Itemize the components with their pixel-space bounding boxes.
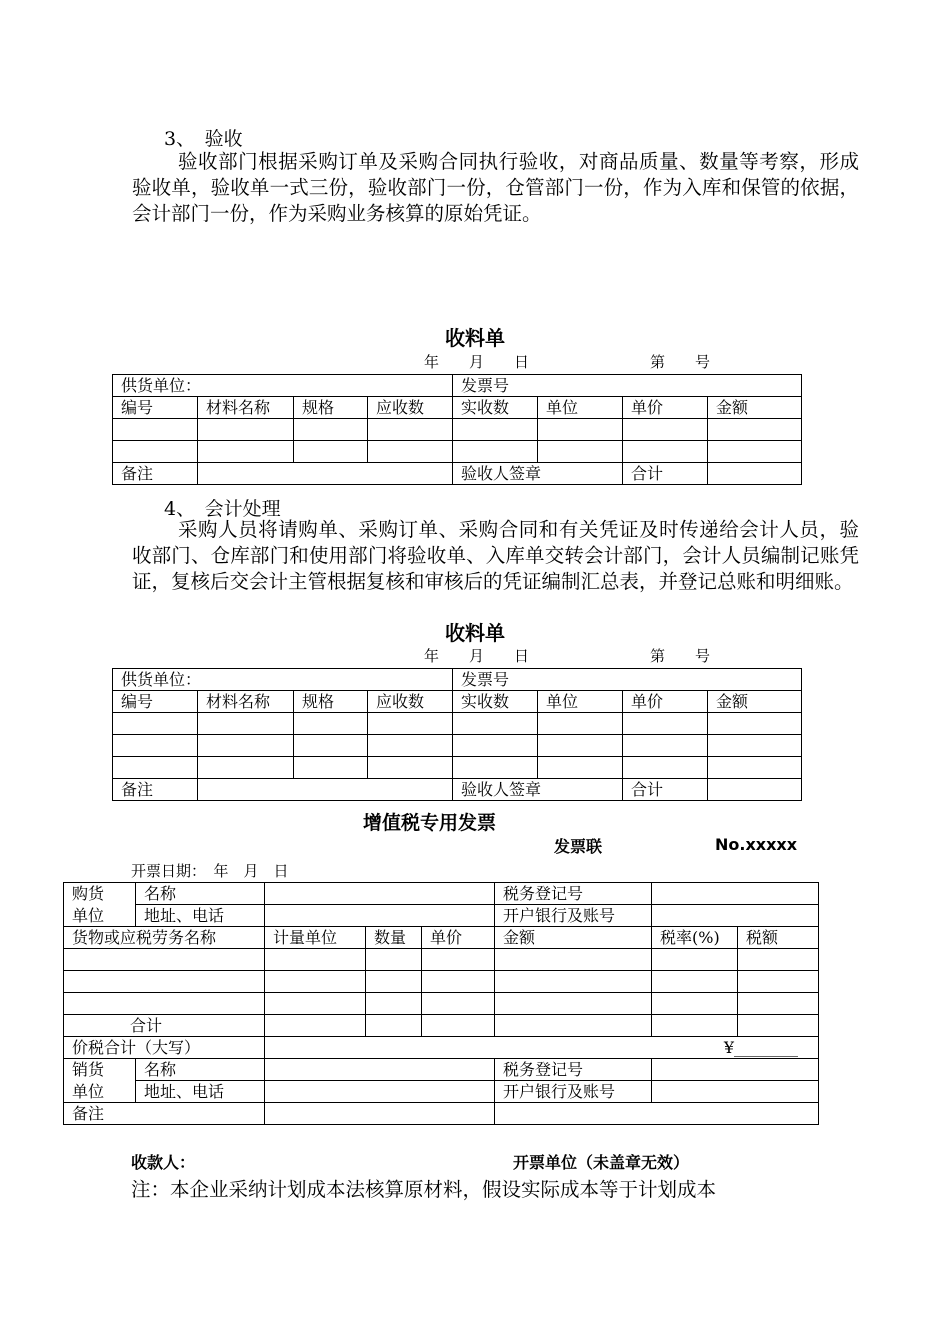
col-header: 单价 <box>422 927 495 949</box>
inspector-cell: 验收人签章 <box>453 779 623 801</box>
invoice-number: No.xxxxx <box>715 835 798 854</box>
total-amount: ¥________ <box>265 1037 819 1059</box>
col-header: 实收数 <box>453 691 538 713</box>
table-row <box>64 949 819 971</box>
table-row <box>64 971 819 993</box>
table-row <box>64 1103 819 1125</box>
col-header: 单位 <box>538 691 623 713</box>
total-cell: 合计 <box>623 779 708 801</box>
total-words-label: 价税合计（大写） <box>64 1037 265 1059</box>
receipt-number: 第 号 <box>650 353 711 371</box>
seller-name-label: 名称 <box>136 1059 265 1081</box>
seller-bank-label: 开户银行及账号 <box>495 1081 652 1103</box>
invoice-date: 开票日期： 年 月 日 <box>131 862 289 880</box>
receipt-date-2: 年 月 日 <box>424 647 530 665</box>
table-row <box>113 757 802 779</box>
section-4-heading: 4、 会计处理 <box>164 498 281 520</box>
table-row <box>64 1081 819 1103</box>
invoice-copy: 发票联 <box>554 837 603 856</box>
col-header: 应收数 <box>368 397 453 419</box>
col-header: 金额 <box>708 397 802 419</box>
invoice-table <box>63 882 819 1125</box>
table-header-row <box>113 397 802 419</box>
table-header-row <box>113 691 802 713</box>
table-row <box>64 1037 819 1059</box>
col-header: 编号 <box>113 691 198 713</box>
col-header: 规格 <box>294 397 368 419</box>
buyer-name-label: 名称 <box>136 883 265 905</box>
col-header: 材料名称 <box>198 397 294 419</box>
payee-label: 收款人： <box>131 1153 196 1172</box>
supplier-cell: 供货单位： <box>113 669 453 691</box>
receipt-number-2: 第 号 <box>650 647 711 665</box>
invoice-remark-label: 备注 <box>64 1103 265 1125</box>
seller-label-2: 单位 <box>64 1081 136 1103</box>
seller-label: 销货 <box>64 1059 136 1081</box>
col-header: 规格 <box>294 691 368 713</box>
table-row <box>113 419 802 441</box>
table-row <box>64 1059 819 1081</box>
table-row <box>113 669 802 691</box>
table-row <box>113 779 802 801</box>
col-header: 应收数 <box>368 691 453 713</box>
table-row <box>113 463 802 485</box>
buyer-label-2: 单位 <box>64 905 136 927</box>
buyer-tax-label: 税务登记号 <box>495 883 652 905</box>
section-3-paragraph: 验收部门根据采购订单及采购合同执行验收，对商品质量、数量等考察，形成验收单，验收单一式三份，验收部门一份，仓管部门一份，作为入库和保管的依据，会计部门一份，作为采购业务核算的原始凭证。 <box>132 150 859 225</box>
col-header: 编号 <box>113 397 198 419</box>
invoice-no-cell: 发票号 <box>453 375 802 397</box>
invoice-no-cell: 发票号 <box>453 669 802 691</box>
table-row <box>64 1015 819 1037</box>
col-header: 金额 <box>708 691 802 713</box>
col-header: 材料名称 <box>198 691 294 713</box>
col-header: 单位 <box>538 397 623 419</box>
table-row <box>64 883 819 905</box>
table-row <box>64 905 819 927</box>
section-4-paragraph: 采购人员将请购单、采购订单、采购合同和有关凭证及时传递给会计人员，验收部门、仓库部门和使用部门将验收单、入库单交转会计部门，会计人员编制记账凭证，复核后交会计主管根据复核和审核后的凭证编制汇总表，并登记总账和明细账。 <box>132 518 859 593</box>
note: 注：本企业采纳计划成本法核算原材料，假设实际成本等于计划成本 <box>131 1178 717 1201</box>
col-header: 税率(%) <box>652 927 738 949</box>
col-header: 货物或应税劳务名称 <box>64 927 265 949</box>
total-cell: 合计 <box>623 463 708 485</box>
table-row <box>113 735 802 757</box>
table-row <box>64 993 819 1015</box>
buyer-label: 购货 <box>64 883 136 905</box>
receipt-title-2: 收料单 <box>445 621 505 645</box>
section-3-heading: 3、 验收 <box>164 128 243 150</box>
table-row <box>113 375 802 397</box>
table-row <box>113 441 802 463</box>
col-header: 金额 <box>495 927 652 949</box>
table-header-row <box>64 927 819 949</box>
invoice-title: 增值税专用发票 <box>363 812 497 834</box>
remark-cell: 备注 <box>113 779 198 801</box>
subtotal-label: 合计 <box>64 1015 265 1037</box>
buyer-address-label: 地址、电话 <box>136 905 265 927</box>
issuer-label: 开票单位（未盖章无效） <box>513 1153 690 1172</box>
col-header: 数量 <box>366 927 422 949</box>
inspector-cell: 验收人签章 <box>453 463 623 485</box>
table-row <box>113 713 802 735</box>
col-header: 计量单位 <box>265 927 366 949</box>
remark-cell: 备注 <box>113 463 198 485</box>
buyer-bank-label: 开户银行及账号 <box>495 905 652 927</box>
col-header: 单价 <box>623 397 708 419</box>
seller-address-label: 地址、电话 <box>136 1081 265 1103</box>
receipt-table <box>112 374 802 485</box>
col-header: 税额 <box>738 927 819 949</box>
receipt-table-2 <box>112 668 802 801</box>
seller-tax-label: 税务登记号 <box>495 1059 652 1081</box>
col-header: 实收数 <box>453 397 538 419</box>
receipt-date: 年 月 日 <box>424 353 530 371</box>
col-header: 单价 <box>623 691 708 713</box>
supplier-cell: 供货单位： <box>113 375 453 397</box>
receipt-title: 收料单 <box>445 326 505 350</box>
